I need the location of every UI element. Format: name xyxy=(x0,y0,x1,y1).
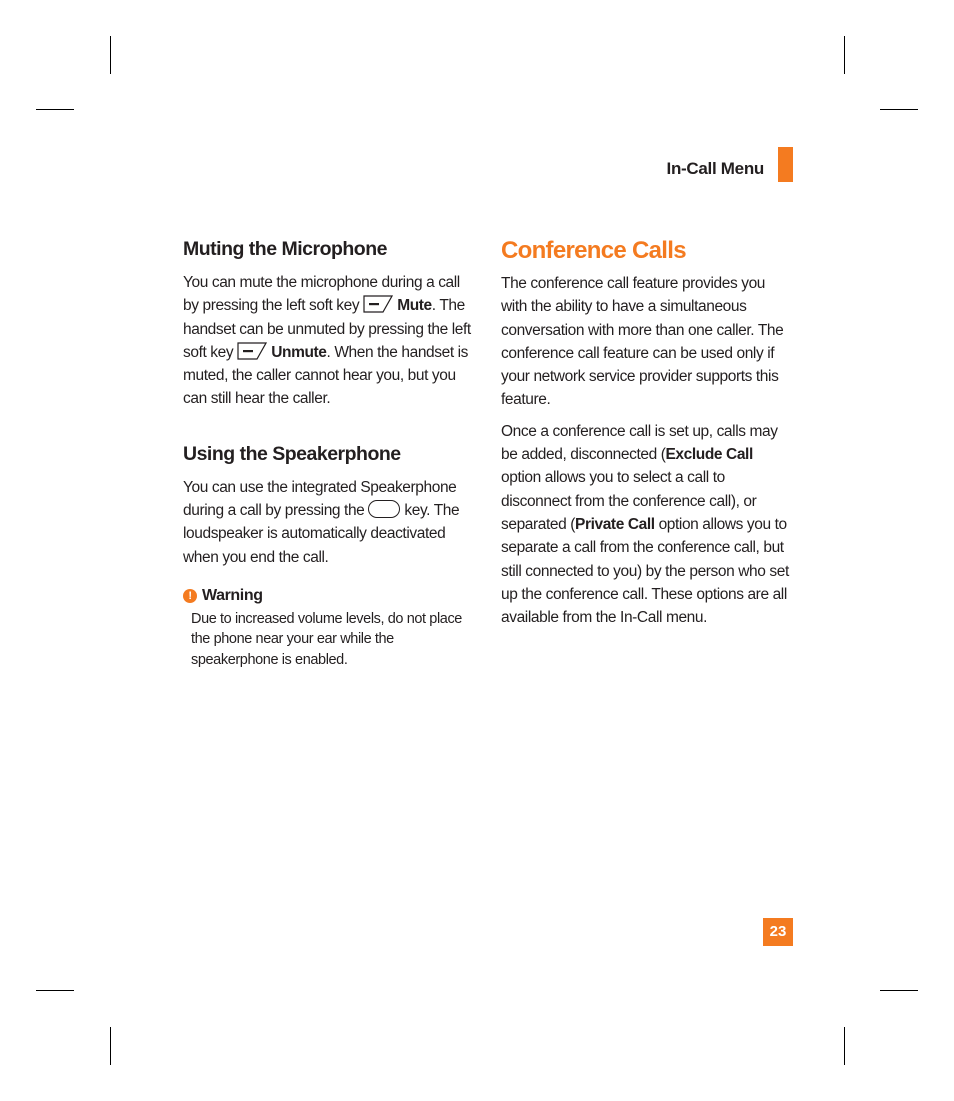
mute-label: Mute xyxy=(397,297,432,315)
crop-mark-bottom-right-h xyxy=(880,990,918,991)
speaker-text-a: You can use the integrated Speakerphone during a call by pressing the xyxy=(183,478,457,520)
left-column xyxy=(183,236,475,670)
conference-text-a: Once a conference call is set up, calls may be added, disconnected ( xyxy=(501,422,778,464)
left-soft-key-icon xyxy=(237,342,267,360)
conference-paragraph-1: The conference call feature provides you with the ability to have a simultaneous conversation with more than one caller. The conference call feature can be used only if your network service provider supports this feature. xyxy=(501,275,784,409)
left-soft-key-icon xyxy=(363,295,393,313)
crop-mark-top-left-h xyxy=(36,109,74,110)
muting-text-b: . The handset can be unmuted by pressing the left soft key xyxy=(183,297,471,361)
warning-title xyxy=(183,585,475,607)
conference-text-c: option allows you to separate a call from the conference call, but still connected to you) by the person who set up the conference call. These options are all available from the In-Call menu. xyxy=(501,515,789,627)
page-number: 23 xyxy=(763,918,793,946)
unmute-label: Unmute xyxy=(271,343,327,361)
muting-heading: Muting the Microphone xyxy=(183,238,387,260)
crop-mark-bottom-left-h xyxy=(36,990,74,991)
muting-text-c: . When the handset is muted, the caller cannot hear you, but you can still hear the caller. xyxy=(183,343,469,408)
conference-heading: Conference Calls xyxy=(501,237,686,264)
crop-mark-top-left-v xyxy=(110,36,111,74)
section-title: In-Call Menu xyxy=(666,159,764,178)
warning-label: Warning xyxy=(202,586,263,604)
crop-mark-top-right-h xyxy=(880,109,918,110)
conference-text-b: option allows you to select a call to disconnect from the conference call), or separated ( xyxy=(501,469,757,533)
warning-body: Due to increased volume levels, do not place the phone near your ear while the speakerphone is enabled. xyxy=(191,610,462,668)
speaker-paragraph xyxy=(183,476,475,569)
exclude-call-label: Exclude Call xyxy=(665,446,753,464)
muting-paragraph xyxy=(183,271,475,411)
conference-paragraph-2 xyxy=(501,420,793,630)
section-tab-marker xyxy=(778,147,793,182)
private-call-label: Private Call xyxy=(575,515,655,533)
crop-mark-bottom-right-v xyxy=(844,1027,845,1065)
right-column xyxy=(501,236,793,629)
exclamation-icon: ! xyxy=(183,589,197,603)
muting-text-a: You can mute the microphone during a call by pressing the left soft key xyxy=(183,274,460,315)
crop-mark-bottom-left-v xyxy=(110,1027,111,1065)
speaker-heading: Using the Speakerphone xyxy=(183,442,401,465)
speaker-text-b: key. The loudspeaker is automatically deactivated when you end the call. xyxy=(183,502,460,566)
crop-mark-top-right-v xyxy=(844,36,845,74)
ok-key-icon xyxy=(368,500,400,518)
